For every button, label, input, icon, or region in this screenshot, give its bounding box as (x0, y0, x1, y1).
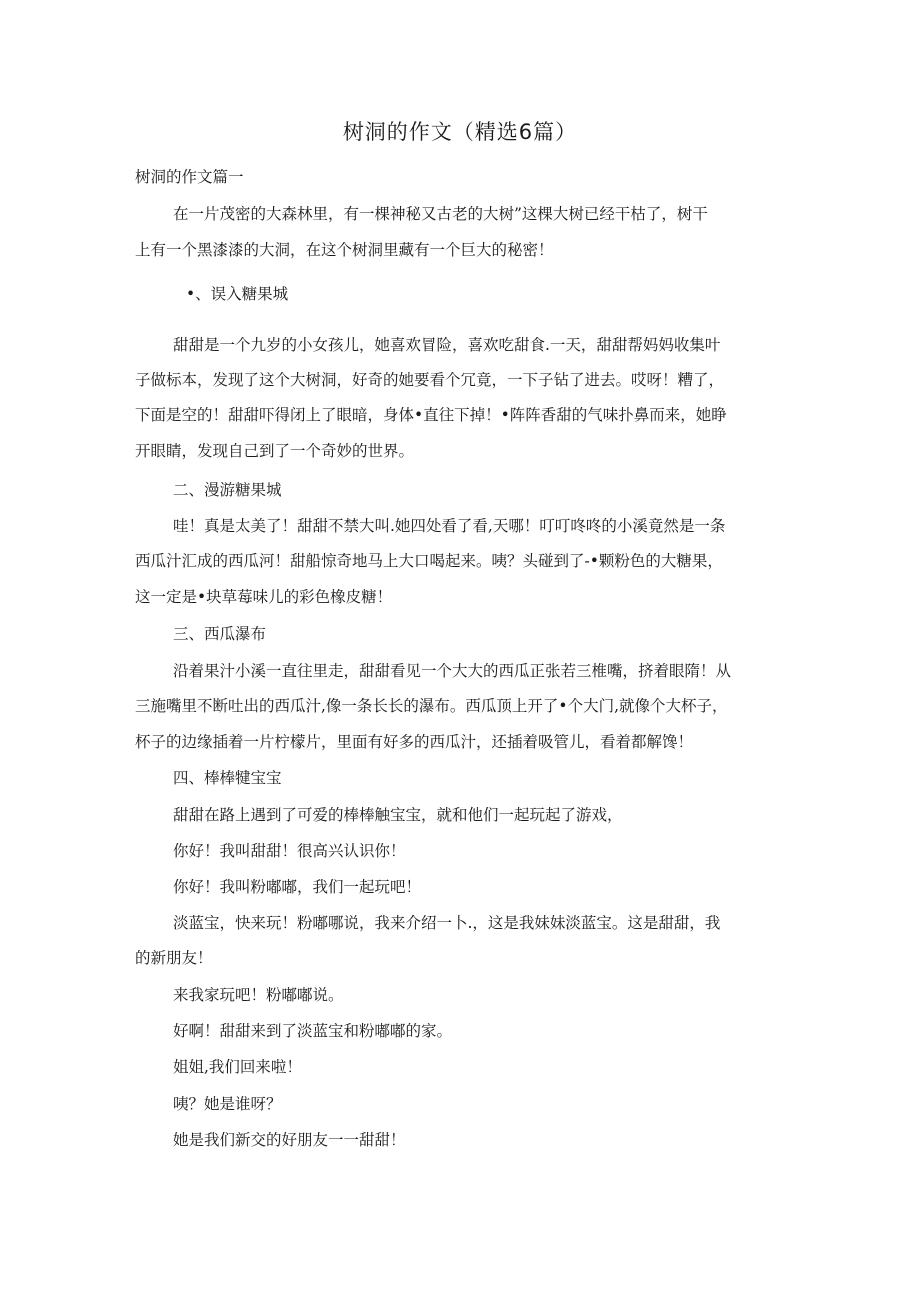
section-heading: •、误入糖果城 (186, 285, 289, 303)
paragraph-line: 沿着果汁小溪一直往里走，甜甜看见一个大大的西瓜正张若三椎嘴，挤着眼隋！从 (173, 662, 732, 680)
paragraph-line: 这一定是•块草莓味儿的彩色橡皮糖！ (135, 588, 393, 606)
section-heading: 二、漫游糖果城 (173, 481, 282, 499)
paragraph-line: 她是我们新交的好朋友一一甜甜！ (173, 1131, 406, 1149)
paragraph-line: 子做标本，发现了这个大树洞，好奇的她要看个冗竟，一下子钻了进去。哎呀！糟了， (135, 371, 725, 389)
paragraph-line: 甜甜是一个九岁的小女孩儿，她喜欢冒险，喜欢吃甜食.一天，甜甜帮妈妈收集叶 (173, 336, 721, 354)
paragraph-line: 你好！我叫甜甜！很高兴认识你！ (173, 842, 406, 860)
paragraph-line: 淡蓝宝，快来玩！粉嘟哪说，我来介绍一卜.，这是我妹妹淡蓝宝。这是甜甜，我 (173, 914, 721, 932)
paragraph-line: 开眼睛，发现自己到了一个奇妙的世界。 (135, 442, 415, 460)
paragraph-line: 来我家玩吧！粉嘟嘟说。 (173, 986, 344, 1004)
paragraph-line: 姐姐,我们回来啦！ (173, 1058, 302, 1076)
paragraph-line: 西瓜汁汇成的西瓜河！甜船惊奇地马上大口喝起来。咦？头碰到了-•颗粉色的大糖果， (135, 552, 723, 570)
paragraph-line: 下面是空的！甜甜吓得闭上了眼暗，身体•直往下掉！•阵阵香甜的气味扑鼻而来，她睁 (135, 406, 727, 424)
document-title: 树洞的作文（精选6篇） (342, 120, 578, 144)
paragraph-line: 在一片茂密的大森林里，有一棵神秘又古老的大树”这棵大树已经干枯了，树干 (173, 205, 708, 223)
section-heading: 四、棒棒犍宝宝 (173, 769, 282, 787)
paragraph-line: 的新朋友！ (135, 949, 213, 967)
paragraph-line: 好啊！甜甜来到了淡蓝宝和粉嘟嘟的家。 (173, 1022, 453, 1040)
section-heading: 三、西瓜瀑布 (173, 625, 267, 643)
section-label: 树洞的作文篇一 (135, 168, 244, 186)
paragraph-line: 甜甜在路上遇到了可爱的棒棒触宝宝，就和他们一起玩起了游戏， (173, 806, 623, 824)
paragraph-line: 杯子的边缘插着一片柠檬片，里面有好多的西瓜汁，还插着吸管儿，看着都解馋！ (135, 733, 694, 751)
paragraph-line: 你好！我叫粉嘟嘟，我们一起玩吧！ (173, 878, 422, 896)
paragraph-line: 咦？她是谁呀？ (173, 1095, 282, 1113)
paragraph-line: 上有一个黑漆漆的大洞，在这个树洞里藏有一个巨大的秘密！ (135, 241, 554, 259)
paragraph-line: 哇！真是太美了！甜甜不禁大叫.她四处看了看,天哪！叮叮咚咚的小溪竟然是一条 (173, 517, 726, 535)
paragraph-line: 三施嘴里不断吐出的西瓜汁,像一条长长的瀑布。西瓜顶上开了•个大门,就像个大杯子， (135, 697, 728, 715)
